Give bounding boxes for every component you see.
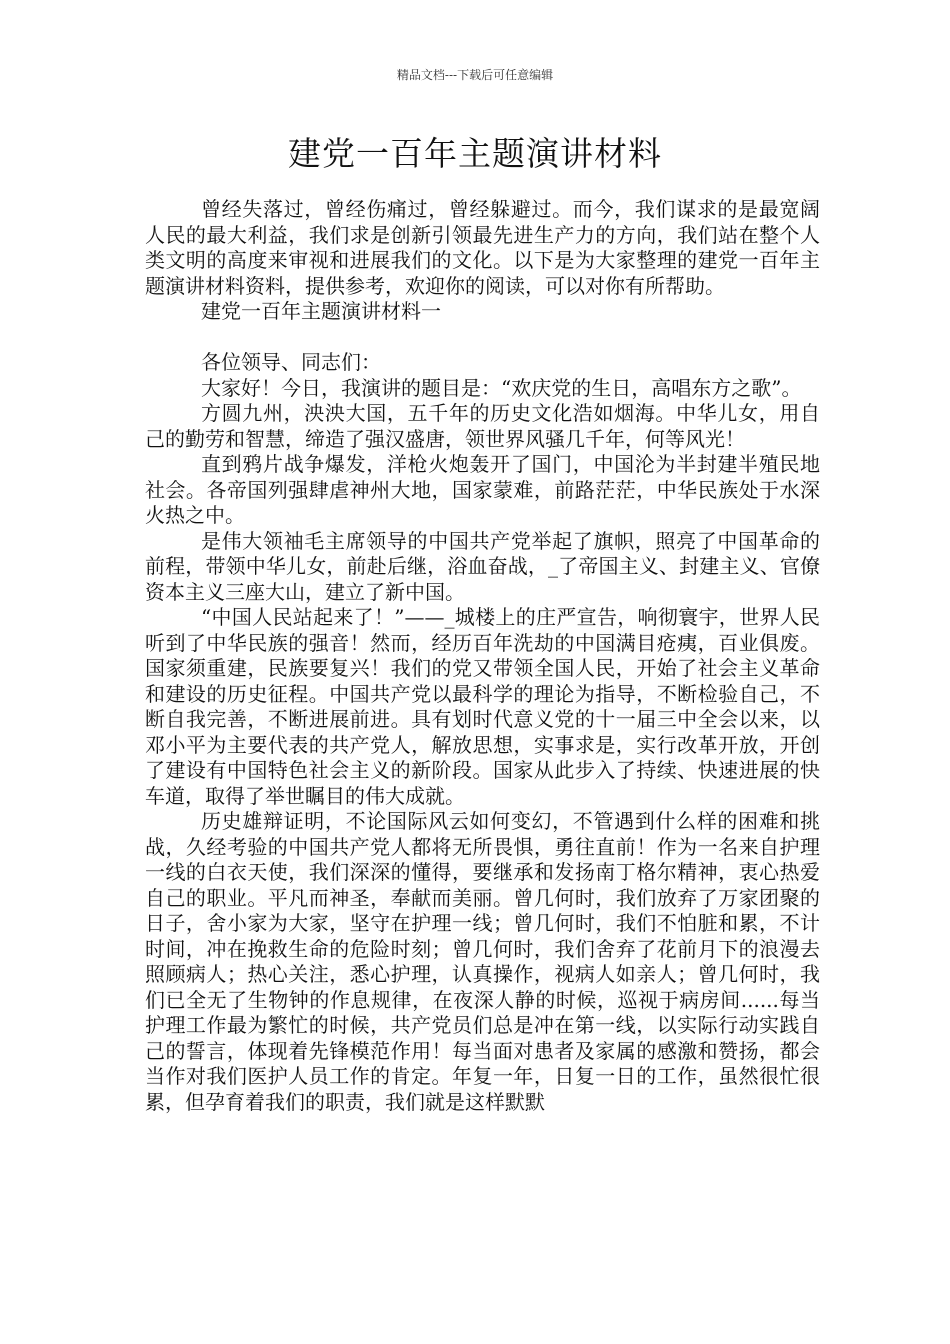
paragraph: 方圆九州，泱泱大国，五千年的历史文化浩如烟海。中华儿女，用自己的勤劳和智慧，缔造了强汉盛唐，领世界风骚几千年，何等风光！ — [145, 401, 820, 451]
paragraph: 历史雄辩证明，不论国际风云如何变幻，不管遇到什么样的困难和挑战，久经考验的中国共产党人都将无所畏惧，勇往直前！作为一名来自护理一线的白衣天使，我们深深的懂得，要继承和发扬南丁格尔精神，衷心热爱自己的职业。平凡而神圣，奉献而美丽。曾几何时，我们放弃了万家团聚的日子，舍小家为大家，坚守在护理一线；曾几何时，我们不怕脏和累，不计时间，冲在挽救生命的危险时刻；曾几何时，我们舍弃了花前月下的浪漫去照顾病人；热心关注，悉心护理，认真操作，视病人如亲人；曾几何时，我们已全无了生物钟的作息规律，在夜深人静的时候，巡视于病房间......每当护理工作最为繁忙的时候，共产党员们总是冲在第一线，以实际行动实践自己的誓言，体现着先锋模范作用！每当面对患者及家属的感激和赞扬，都会当作对我们医护人员工作的肯定。年复一年，日复一日的工作，虽然很忙很累，但孕育着我们的职责，我们就是这样默默 — [145, 809, 820, 1114]
paragraph: “中国人民站起来了！”——_城楼上的庄严宣告，响彻寰宇，世界人民听到了中华民族的强音！然而，经历百年洗劫的中国满目疮痍，百业俱废。国家须重建，民族要复兴！我们的党又带领全国人民，开始了社会主义革命和建设的历史征程。中国共产党以最科学的理论为指导，不断检验自己，不断自我完善，不断进展前进。具有划时代意义党的十一届三中全会以来，以邓小平为主要代表的共产党人，解放思想，实事求是，实行改革开放，开创了建设有中国特色社会主义的新阶段。国家从此步入了持续、快速进展的快车道，取得了举世瞩目的伟大成就。 — [145, 605, 820, 808]
paragraph-subtitle: 建党一百年主题演讲材料一 — [201, 299, 441, 323]
paragraph-salutation: 各位领导、同志们： — [201, 350, 381, 374]
header-note: 精品文档---下载后可任意编辑 — [396, 68, 554, 82]
paragraph-blank — [145, 325, 820, 351]
paragraph-intro: 曾经失落过，曾经伤痛过，曾经躲避过。而今，我们谋求的是最宽阔人民的最大利益，我们求是创新引领最先进生产力的方向，我们站在整个人类文明的高度来审视和进展我们的文化。以下是为大家整理的建党一百年主题演讲材料资料，提供参考，欢迎你的阅读，可以对你有所帮助。 — [145, 197, 820, 298]
paragraph: 大家好！今日，我演讲的题目是：“欢庆党的生日，高唱东方之歌”。 — [201, 375, 802, 400]
paragraph: 是伟大领袖毛主席领导的中国共产党举起了旗帜，照亮了中国革命的前程，带领中华儿女，前赴后继，浴血奋战，_了帝国主义、封建主义、官僚资本主义三座大山，建立了新中国。 — [145, 528, 820, 604]
document-body — [145, 197, 820, 1115]
paragraph: 直到鸦片战争爆发，洋枪火炮轰开了国门，中国沦为半封建半殖民地社会。各帝国列强肆虐神州大地，国家蒙难，前路茫茫，中华民族处于水深火热之中。 — [145, 452, 820, 527]
document-title: 建党一百年主题演讲材料 — [288, 134, 662, 173]
